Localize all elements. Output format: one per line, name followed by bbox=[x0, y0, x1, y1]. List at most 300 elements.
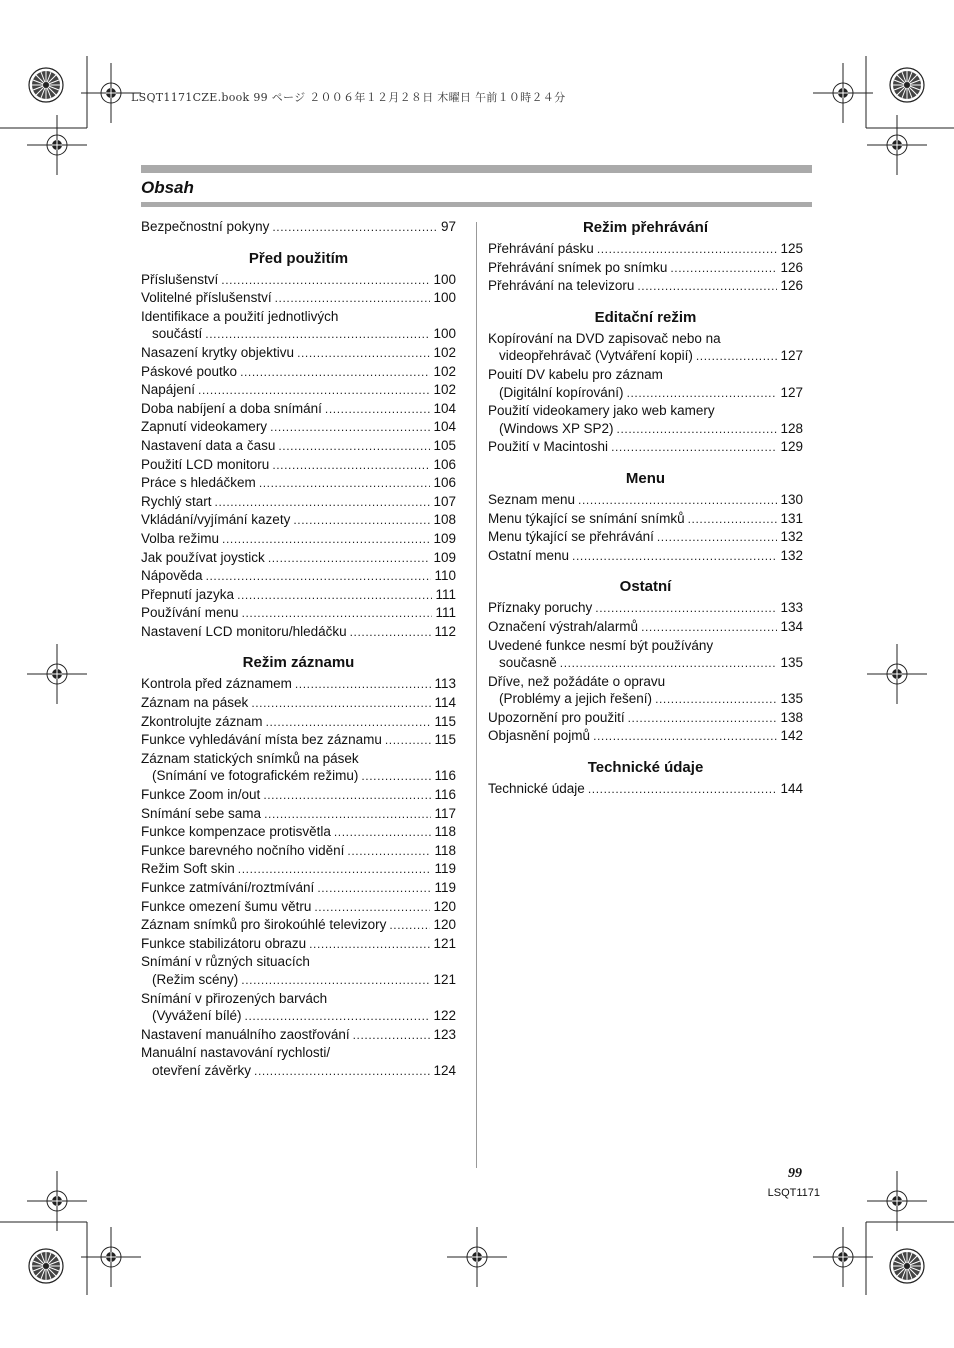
toc-entry[interactable] bbox=[141, 805, 456, 824]
toc-entry-title: Rychlý start bbox=[141, 493, 212, 509]
dot-leader bbox=[272, 457, 430, 475]
toc-entry[interactable] bbox=[141, 344, 456, 363]
toc-entry[interactable] bbox=[141, 289, 456, 308]
dot-leader bbox=[237, 587, 432, 605]
dot-leader bbox=[593, 728, 777, 746]
toc-entry-title: Funkce omezení šumu větru bbox=[141, 898, 312, 914]
toc-entry-title-cont: otevření závěrky bbox=[152, 1062, 252, 1078]
toc-page-number: 121 bbox=[433, 935, 456, 951]
dot-leader bbox=[350, 624, 432, 642]
toc-entry[interactable] bbox=[141, 493, 456, 512]
toc-entry-row bbox=[141, 344, 456, 363]
toc-entry[interactable] bbox=[141, 842, 456, 861]
toc-entry-row bbox=[141, 767, 456, 786]
toc-page-number: 127 bbox=[780, 384, 803, 400]
toc-page-number: 105 bbox=[433, 437, 456, 453]
toc-entry-title-cont: (Problémy a jejich řešení) bbox=[499, 691, 653, 707]
dot-leader bbox=[353, 1027, 431, 1045]
toc-entry[interactable] bbox=[141, 623, 456, 642]
dot-leader bbox=[293, 512, 430, 530]
dot-leader bbox=[264, 806, 431, 824]
toc-entry-title: Funkce vyhledávání místa bez záznamu bbox=[141, 732, 382, 748]
toc-entry[interactable] bbox=[141, 363, 456, 382]
toc-entry[interactable] bbox=[141, 511, 456, 530]
toc-entry[interactable] bbox=[488, 402, 803, 438]
toc-entry-title: Funkce stabilizátoru obrazu bbox=[141, 935, 307, 951]
toc-page-number: 126 bbox=[780, 278, 803, 294]
toc-page-number: 118 bbox=[434, 824, 456, 840]
toc-page-number: 118 bbox=[434, 842, 456, 858]
toc-entry-title: Menu týkající se přehrávání bbox=[488, 529, 654, 545]
toc-entry-title: Seznam menu bbox=[488, 491, 576, 507]
dot-leader bbox=[637, 278, 777, 296]
section-heading: Editační režim bbox=[594, 308, 697, 326]
toc-entry[interactable] bbox=[141, 879, 456, 898]
toc-page-number: 119 bbox=[434, 861, 456, 877]
dot-leader bbox=[198, 382, 430, 400]
toc-page-number: 144 bbox=[780, 781, 803, 797]
toc-entry-title: Kopírování na DVD zapisovač nebo na bbox=[488, 330, 721, 346]
toc-entry-title: Nasazení krytky objektivu bbox=[141, 344, 295, 360]
toc-entry[interactable] bbox=[488, 366, 803, 402]
toc-entry-row bbox=[488, 528, 803, 547]
toc-entry-title: Upozornění pro použití bbox=[488, 709, 625, 725]
page-title: Obsah bbox=[141, 178, 194, 197]
toc-entry-title: Záznam statických snímků na pásek bbox=[141, 750, 359, 766]
toc-page-number: 100 bbox=[433, 290, 456, 306]
title-rule-bottom bbox=[141, 202, 812, 207]
toc-entry-title: Doba nabíjení a doba snímání bbox=[141, 400, 322, 416]
toc-entry-title: Snímání v různých situacích bbox=[141, 954, 310, 970]
toc-entry-line bbox=[141, 308, 456, 326]
toc-page-number: 100 bbox=[433, 271, 456, 287]
dot-leader bbox=[389, 917, 430, 935]
column-divider bbox=[476, 222, 477, 1168]
toc-entry-line bbox=[141, 990, 456, 1008]
dot-leader bbox=[270, 419, 430, 437]
toc-entry-title: Identifikace a použití jednotlivých bbox=[141, 308, 339, 324]
toc-entry-title: Nápověda bbox=[141, 568, 203, 584]
dot-leader bbox=[222, 531, 430, 549]
dot-leader bbox=[617, 421, 778, 439]
toc-entry[interactable] bbox=[141, 916, 456, 935]
toc-entry-title: Páskové poutko bbox=[141, 363, 238, 379]
toc-entry[interactable] bbox=[141, 713, 456, 732]
toc-entry[interactable] bbox=[141, 549, 456, 568]
toc-entry[interactable] bbox=[141, 731, 456, 750]
toc-entry-title: Ostatní menu bbox=[488, 547, 570, 563]
document-code: LSQT1171 bbox=[767, 1187, 820, 1199]
toc-page-number: 102 bbox=[433, 344, 456, 360]
toc-entry[interactable] bbox=[141, 218, 456, 237]
toc-page-number: 124 bbox=[433, 1062, 456, 1078]
toc-page-number: 128 bbox=[780, 420, 803, 436]
dot-leader bbox=[641, 619, 777, 637]
section-heading: Před použitím bbox=[248, 249, 349, 267]
dot-leader bbox=[242, 605, 433, 623]
toc-entry[interactable] bbox=[141, 1044, 456, 1080]
dot-leader bbox=[578, 492, 777, 510]
toc-entry-row bbox=[141, 604, 456, 623]
toc-entry[interactable] bbox=[141, 898, 456, 917]
toc-entry-title: Objasnění pojmů bbox=[488, 728, 591, 744]
toc-entry-title: Přehrávání snímek po snímku bbox=[488, 259, 668, 275]
toc-page-number: 122 bbox=[433, 1008, 456, 1024]
toc-page-number: 126 bbox=[780, 259, 803, 275]
toc-entry-title: Příznaky poruchy bbox=[488, 600, 593, 616]
section-heading: Menu bbox=[625, 469, 666, 487]
toc-page-number: 120 bbox=[433, 917, 456, 933]
toc-entry-title: Přehrávání na televizoru bbox=[488, 278, 635, 294]
toc-entry-row bbox=[141, 381, 456, 400]
toc-entry-title-cont: (Režim scény) bbox=[152, 971, 239, 987]
toc-entry-row bbox=[141, 731, 456, 750]
toc-entry-title: Kontrola před záznamem bbox=[141, 676, 292, 692]
section-heading: Technické údaje bbox=[587, 759, 704, 777]
toc-entry[interactable] bbox=[141, 530, 456, 549]
toc-entry-title: Příslušenství bbox=[141, 271, 219, 287]
toc-entry-title: Práce s hledáčkem bbox=[141, 475, 256, 491]
toc-entry-row bbox=[488, 618, 803, 637]
toc-entry-title: Nastavení LCD monitoru/hledáčku bbox=[141, 623, 347, 639]
toc-entry-title: Dříve, než požádáte o opravu bbox=[488, 673, 666, 689]
toc-entry[interactable] bbox=[141, 456, 456, 475]
toc-page-number: 104 bbox=[433, 400, 456, 416]
toc-right-column bbox=[488, 218, 803, 799]
dot-leader bbox=[314, 899, 430, 917]
dot-leader bbox=[325, 401, 431, 419]
toc-entry-row bbox=[488, 599, 803, 618]
toc-page-number: 112 bbox=[434, 623, 456, 639]
toc-entry-title: Pouití DV kabelu pro záznam bbox=[488, 366, 663, 382]
dot-leader bbox=[251, 695, 431, 713]
toc-entry[interactable] bbox=[488, 673, 803, 709]
dot-leader bbox=[263, 787, 431, 805]
toc-entry-row bbox=[488, 420, 803, 439]
toc-entry-row bbox=[141, 935, 456, 954]
toc-entry[interactable] bbox=[488, 510, 803, 529]
toc-entry-row bbox=[488, 240, 803, 259]
toc-entry[interactable] bbox=[488, 240, 803, 259]
toc-entry-title: Použití v Macintoshi bbox=[488, 439, 609, 455]
toc-entry-row bbox=[488, 780, 803, 799]
section-heading: Režim přehrávání bbox=[582, 219, 709, 236]
toc-entry-row bbox=[141, 623, 456, 642]
toc-page-number: 125 bbox=[780, 241, 803, 256]
toc-entry-line bbox=[488, 366, 803, 384]
toc-page-number: 102 bbox=[433, 363, 456, 379]
dot-leader bbox=[275, 290, 431, 308]
toc-page-number: 138 bbox=[780, 709, 803, 725]
dot-leader bbox=[266, 714, 432, 732]
dot-leader bbox=[657, 529, 778, 547]
toc-entry-row bbox=[141, 916, 456, 935]
toc-entry-line bbox=[488, 330, 803, 348]
toc-page-number: 135 bbox=[780, 655, 803, 671]
dot-leader bbox=[238, 861, 432, 879]
toc-page-number: 131 bbox=[780, 510, 803, 526]
toc-entry-title: Zkontrolujte záznam bbox=[141, 713, 263, 729]
toc-page-number: 111 bbox=[435, 605, 456, 621]
toc-entry-title: Záznam na pásek bbox=[141, 695, 249, 711]
dot-leader bbox=[588, 781, 778, 799]
toc-entry[interactable] bbox=[141, 400, 456, 419]
dot-leader bbox=[655, 691, 777, 709]
dot-leader bbox=[241, 972, 430, 990]
toc-entry-title: Menu týkající se snímání snímků bbox=[488, 510, 685, 526]
toc-entry[interactable] bbox=[488, 528, 803, 547]
toc-entry[interactable] bbox=[141, 953, 456, 989]
toc-entry-line bbox=[141, 953, 456, 971]
toc-page-number: 127 bbox=[780, 348, 803, 364]
dot-leader bbox=[611, 439, 777, 457]
toc-page-number: 117 bbox=[434, 805, 456, 821]
toc-entry-title: Snímání sebe sama bbox=[141, 805, 262, 821]
toc-entry-title: Zapnutí videokamery bbox=[141, 419, 268, 435]
toc-entry-row bbox=[141, 898, 456, 917]
toc-entry-row bbox=[141, 363, 456, 382]
toc-entry-row bbox=[488, 277, 803, 296]
toc-entry[interactable] bbox=[488, 780, 803, 799]
toc-page-number: 97 bbox=[440, 219, 456, 234]
dot-leader bbox=[317, 880, 431, 898]
toc-page-number: 115 bbox=[434, 732, 456, 748]
toc-page-number: 135 bbox=[780, 691, 803, 707]
dot-leader bbox=[560, 655, 778, 673]
toc-entry-row bbox=[141, 1062, 456, 1081]
toc-page-number: 104 bbox=[433, 419, 456, 435]
toc-page-number: 132 bbox=[780, 529, 803, 545]
toc-entry[interactable] bbox=[488, 709, 803, 728]
toc-entry[interactable] bbox=[488, 330, 803, 366]
toc-entry-row bbox=[141, 1007, 456, 1026]
toc-entry-row bbox=[141, 586, 456, 605]
toc-entry[interactable] bbox=[141, 750, 456, 786]
toc-entry-title: Funkce Zoom in/out bbox=[141, 787, 261, 803]
toc-entry-line bbox=[488, 637, 803, 655]
toc-entry-title-cont: (Snímání ve fotografickém režimu) bbox=[152, 768, 359, 784]
toc-page-number: 132 bbox=[780, 547, 803, 563]
toc-entry-row bbox=[141, 437, 456, 456]
toc-entry-title-cont: (Digitální kopírování) bbox=[499, 384, 624, 400]
toc-entry-row bbox=[141, 879, 456, 898]
toc-entry[interactable] bbox=[141, 990, 456, 1026]
toc-page-number: 108 bbox=[433, 512, 456, 528]
toc-entry-row bbox=[488, 547, 803, 566]
toc-entry-row bbox=[488, 438, 803, 457]
toc-entry-row bbox=[141, 860, 456, 879]
toc-page-number: 114 bbox=[434, 695, 456, 711]
toc-entry[interactable] bbox=[488, 637, 803, 673]
toc-entry[interactable] bbox=[141, 694, 456, 713]
dot-leader bbox=[278, 438, 430, 456]
toc-entry-row bbox=[141, 400, 456, 419]
toc-entry-title: Označení výstrah/alarmů bbox=[488, 618, 639, 634]
toc-entry-row bbox=[141, 418, 456, 437]
toc-entry[interactable] bbox=[141, 567, 456, 586]
toc-entry-title: Snímání v přirozených barvách bbox=[141, 990, 328, 1006]
section-heading: Ostatní bbox=[619, 578, 672, 596]
toc-entry-row bbox=[141, 971, 456, 990]
toc-entry-row bbox=[141, 218, 456, 237]
toc-page-number: 111 bbox=[435, 586, 456, 602]
toc-entry-title: Záznam snímků pro širokoúhlé televizory bbox=[141, 917, 387, 933]
toc-entry[interactable] bbox=[141, 586, 456, 605]
toc-entry-title: Bezpečnostní pokyny bbox=[141, 219, 270, 234]
dot-leader bbox=[628, 710, 778, 728]
toc-entry[interactable] bbox=[141, 860, 456, 879]
toc-entry[interactable] bbox=[488, 618, 803, 637]
dot-leader bbox=[361, 768, 431, 786]
toc-entry-row bbox=[141, 511, 456, 530]
toc-entry[interactable] bbox=[488, 599, 803, 618]
toc-page-number: 123 bbox=[433, 1026, 456, 1042]
toc-entry-line bbox=[141, 1044, 456, 1062]
dot-leader bbox=[295, 676, 432, 694]
dot-leader bbox=[572, 548, 777, 566]
toc-page-number: 109 bbox=[433, 549, 456, 565]
toc-entry-title: Nastavení data a času bbox=[141, 437, 276, 453]
toc-entry[interactable] bbox=[141, 675, 456, 694]
toc-entry-row bbox=[141, 493, 456, 512]
toc-entry-title: Jak používat joystick bbox=[141, 549, 265, 565]
toc-entry-row bbox=[488, 709, 803, 728]
toc-page-number: 115 bbox=[434, 713, 456, 729]
toc-entry-row bbox=[488, 259, 803, 278]
dot-leader bbox=[221, 272, 430, 290]
toc-page-number: 113 bbox=[434, 676, 456, 692]
toc-entry[interactable] bbox=[488, 547, 803, 566]
page-number: 99 bbox=[788, 1166, 802, 1181]
toc-entry[interactable] bbox=[141, 786, 456, 805]
toc-entry[interactable] bbox=[141, 418, 456, 437]
toc-page-number: 134 bbox=[780, 618, 803, 634]
dot-leader bbox=[347, 843, 431, 861]
toc-page-number: 119 bbox=[434, 880, 456, 895]
toc-page-number: 116 bbox=[434, 787, 456, 803]
toc-entry-row bbox=[141, 713, 456, 732]
toc-entry-title: Funkce barevného nočního vidění bbox=[141, 842, 345, 858]
toc-entry-title: Manuální nastavování rychlosti/ bbox=[141, 1045, 331, 1061]
toc-entry-row bbox=[141, 842, 456, 861]
toc-entry[interactable] bbox=[141, 935, 456, 954]
toc-entry-line bbox=[488, 402, 803, 420]
toc-entry-title: Použití videokamery jako web kamery bbox=[488, 403, 715, 419]
toc-entry-title: Volitelné příslušenství bbox=[141, 290, 272, 306]
dot-leader bbox=[309, 936, 430, 954]
dot-leader bbox=[268, 550, 431, 568]
toc-entry-row bbox=[488, 384, 803, 403]
toc-entry-line bbox=[488, 673, 803, 691]
dot-leader bbox=[206, 568, 432, 586]
toc-page-number: 142 bbox=[780, 728, 803, 744]
toc-entry-title: Použití LCD monitoru bbox=[141, 456, 270, 472]
book-header-line: LSQT1171CZE.book 99 ページ ２００６年１２月２８日 木曜日 午前１０時２４分 bbox=[131, 91, 566, 104]
toc-entry-title: Volba režimu bbox=[141, 530, 220, 546]
dot-leader bbox=[627, 385, 778, 403]
toc-entry-row bbox=[488, 491, 803, 510]
toc-entry-title-cont: (Vyvážení bílé) bbox=[152, 1008, 242, 1024]
toc-entry-title-cont: současně bbox=[499, 655, 557, 671]
dot-leader bbox=[272, 219, 438, 237]
toc-entry-title: Přehrávání pásku bbox=[488, 241, 594, 256]
toc-page-number: 109 bbox=[433, 530, 456, 546]
toc-page-number: 106 bbox=[433, 456, 456, 472]
toc-entry[interactable] bbox=[488, 491, 803, 510]
toc-entry-title: Vkládání/vyjímání kazety bbox=[141, 512, 291, 528]
toc-entry-row bbox=[141, 456, 456, 475]
dot-leader bbox=[696, 348, 778, 366]
toc-entry[interactable] bbox=[141, 1026, 456, 1045]
toc-page-number: 100 bbox=[433, 326, 456, 342]
toc-entry[interactable] bbox=[141, 604, 456, 623]
toc-entry-row bbox=[141, 694, 456, 713]
dot-leader bbox=[688, 511, 778, 529]
toc-page-number: 130 bbox=[780, 491, 803, 507]
dot-leader bbox=[385, 732, 432, 750]
toc-entry[interactable] bbox=[141, 823, 456, 842]
toc-page-number: 107 bbox=[433, 493, 456, 509]
toc-entry-row bbox=[141, 271, 456, 290]
toc-page-number: 129 bbox=[780, 439, 803, 455]
section-heading: Režim záznamu bbox=[242, 654, 355, 672]
toc-entry-title: Režim Soft skin bbox=[141, 861, 235, 877]
toc-left-column bbox=[141, 218, 456, 1081]
dot-leader bbox=[240, 364, 430, 382]
toc-entry-row bbox=[141, 805, 456, 824]
toc-entry[interactable] bbox=[488, 727, 803, 746]
dot-leader bbox=[334, 824, 432, 842]
toc-entry-line bbox=[141, 750, 456, 768]
toc-entry-row bbox=[141, 786, 456, 805]
toc-entry-row bbox=[141, 549, 456, 568]
toc-entry-row bbox=[141, 823, 456, 842]
dot-leader bbox=[215, 494, 431, 512]
dot-leader bbox=[595, 600, 777, 618]
toc-entry[interactable] bbox=[141, 271, 456, 290]
toc-page-number: 121 bbox=[433, 971, 456, 987]
title-rule-top bbox=[141, 165, 812, 173]
toc-entry[interactable] bbox=[488, 438, 803, 457]
toc-entry[interactable] bbox=[488, 277, 803, 296]
toc-entry-row bbox=[141, 289, 456, 308]
toc-page-number: 116 bbox=[434, 768, 456, 784]
toc-entry-title-cont: (Windows XP SP2) bbox=[499, 420, 614, 436]
dot-leader bbox=[205, 326, 430, 344]
toc-entry-row bbox=[141, 474, 456, 493]
toc-entry-row bbox=[488, 654, 803, 673]
toc-entry[interactable] bbox=[141, 437, 456, 456]
toc-entry-row bbox=[488, 690, 803, 709]
toc-entry-row bbox=[141, 530, 456, 549]
toc-entry-title-cont: součástí bbox=[152, 326, 203, 342]
toc-entry-title-cont: videopřehrávač (Vytváření kopií) bbox=[499, 348, 693, 364]
toc-entry[interactable] bbox=[488, 259, 803, 278]
dot-leader bbox=[297, 345, 430, 363]
toc-entry[interactable] bbox=[141, 381, 456, 400]
toc-page-number: 110 bbox=[434, 568, 456, 584]
toc-entry[interactable] bbox=[141, 474, 456, 493]
toc-entry-row bbox=[141, 675, 456, 694]
toc-entry-title: Funkce kompenzace protisvětla bbox=[141, 824, 331, 840]
toc-entry-title: Nastavení manuálního zaostřování bbox=[141, 1026, 350, 1042]
toc-entry-row bbox=[488, 347, 803, 366]
toc-entry[interactable] bbox=[141, 308, 456, 344]
toc-entry-title: Napájení bbox=[141, 382, 196, 398]
toc-page-number: 106 bbox=[433, 475, 456, 491]
toc-entry-title: Technické údaje bbox=[488, 781, 585, 797]
dot-leader bbox=[245, 1008, 431, 1026]
